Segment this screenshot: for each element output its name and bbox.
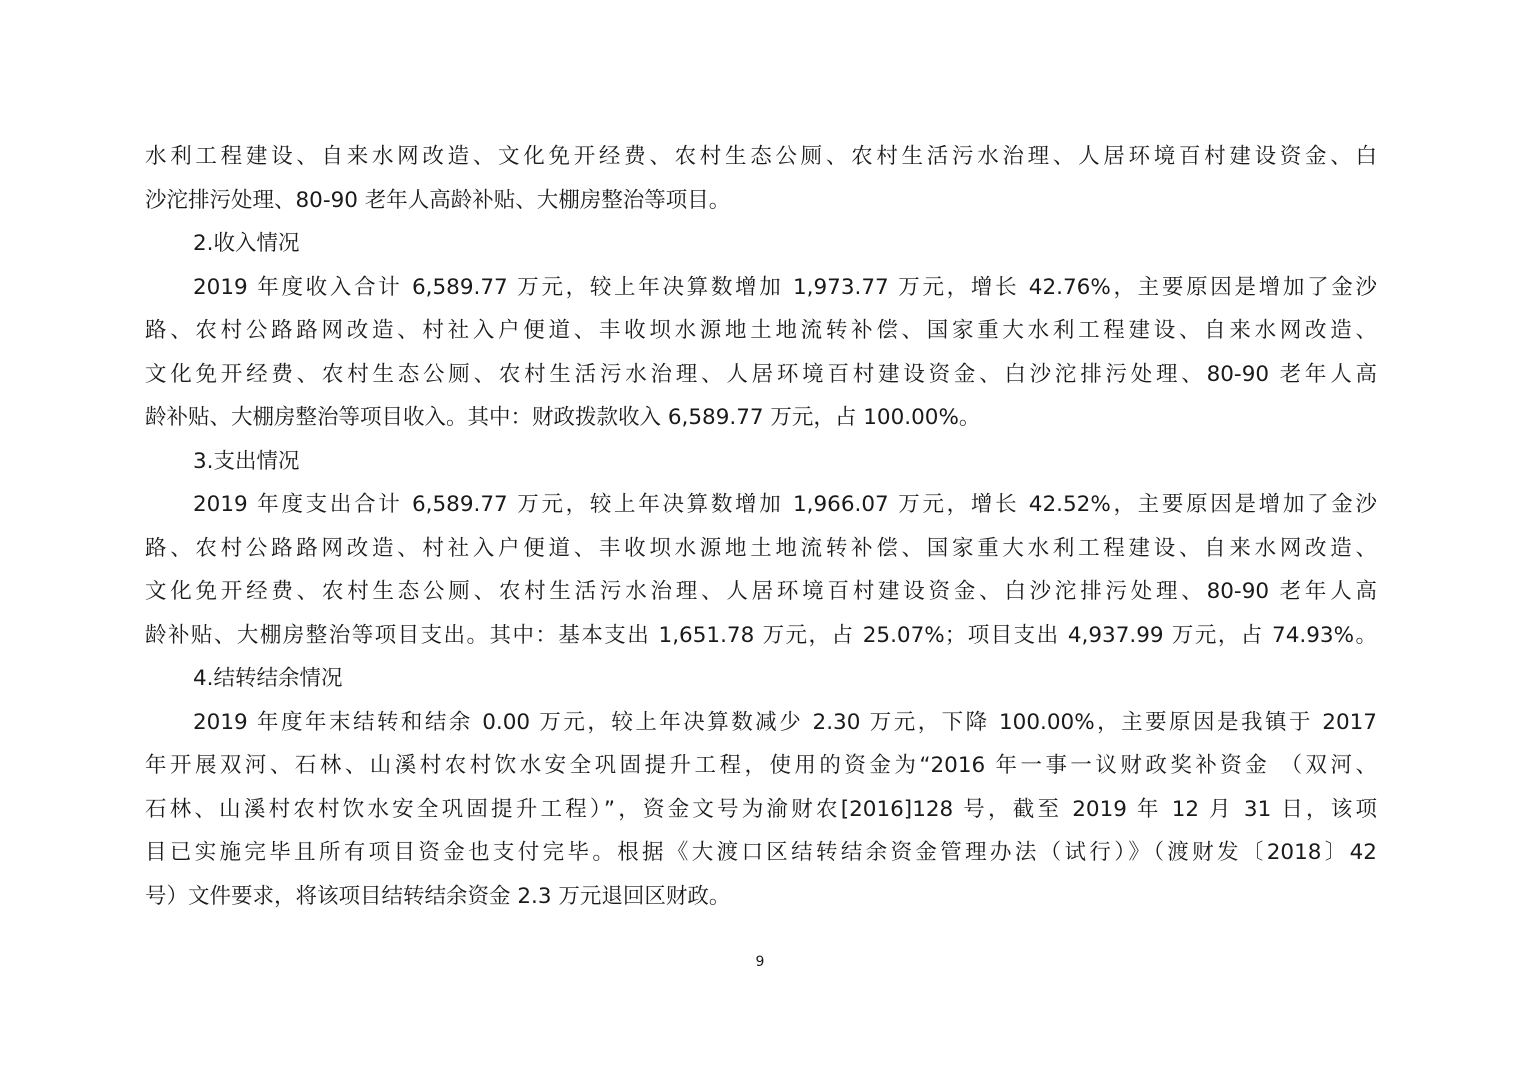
text-line: 路、农村公路路网改造、村社入户便道、丰收坝水源地土地流转补偿、国家重大水利工程建设、自来水网改造、 (145, 535, 1377, 561)
text-line: 2019 年度支出合计 6,589.77 万元，较上年决算数增加 1,966.07 万元，增长 42.52%，主要原因是增加了金沙 (193, 492, 1377, 517)
text-line: 龄补贴、大棚房整治等项目收入。其中：财政拨款收入 6,589.77 万元，占 100.00%。 (145, 405, 981, 430)
text-line: 文化免开经费、农村生态公厕、农村生活污水治理、人居环境百村建设资金、白沙沱排污处理、80-90 老年人高 (145, 361, 1377, 387)
text-line: 石林、山溪村农村饮水安全巩固提升工程）”，资金文号为渝财农[2016]128 号，截至 2019 年 12 月 31 日，该项 (145, 796, 1377, 822)
text-line: 2019 年度年末结转和结余 0.00 万元，较上年决算数减少 2.30 万元，下降 100.00%，主要原因是我镇于 2017 (193, 709, 1377, 735)
document-body (145, 135, 1377, 918)
text-line: 水利工程建设、自来水网改造、文化免开经费、农村生态公厕、农村生活污水治理、人居环境百村建设资金、白 (145, 144, 1377, 169)
text-line: 文化免开经费、农村生态公厕、农村生活污水治理、人居环境百村建设资金、白沙沱排污处理、80-90 老年人高 (145, 579, 1377, 604)
text-line: 路、农村公路路网改造、村社入户便道、丰收坝水源地土地流转补偿、国家重大水利工程建设、自来水网改造、 (145, 318, 1377, 343)
text-line: 龄补贴、大棚房整治等项目支出。其中：基本支出 1,651.78 万元，占 25.07%；项目支出 4,937.99 万元，占 74.93%。 (145, 622, 1377, 648)
page-number: 9 (755, 954, 765, 970)
section-heading-income: 2.收入情况 (193, 231, 300, 256)
text-line: 目已实施完毕且所有项目资金也支付完毕。根据《大渡口区结转结余资金管理办法（试行）》（渡财发〔2018〕42 (145, 840, 1377, 865)
section-heading-carryover: 4.结转结余情况 (193, 666, 343, 691)
text-line: 2019 年度收入合计 6,589.77 万元，较上年决算数增加 1,973.77 万元，增长 42.76%，主要原因是增加了金沙 (193, 274, 1377, 300)
text-line: 号）文件要求，将该项目结转结余资金 2.3 万元退回区财政。 (145, 883, 731, 909)
section-heading-expense: 3.支出情况 (193, 448, 300, 474)
text-line: 年开展双河、石林、山溪村农村饮水安全巩固提升工程，使用的资金为“2016 年一事一议财政奖补资金 （双河、 (145, 753, 1377, 778)
text-line: 沙沱排污处理、80-90 老年人高龄补贴、大棚房整治等项目。 (145, 187, 731, 213)
